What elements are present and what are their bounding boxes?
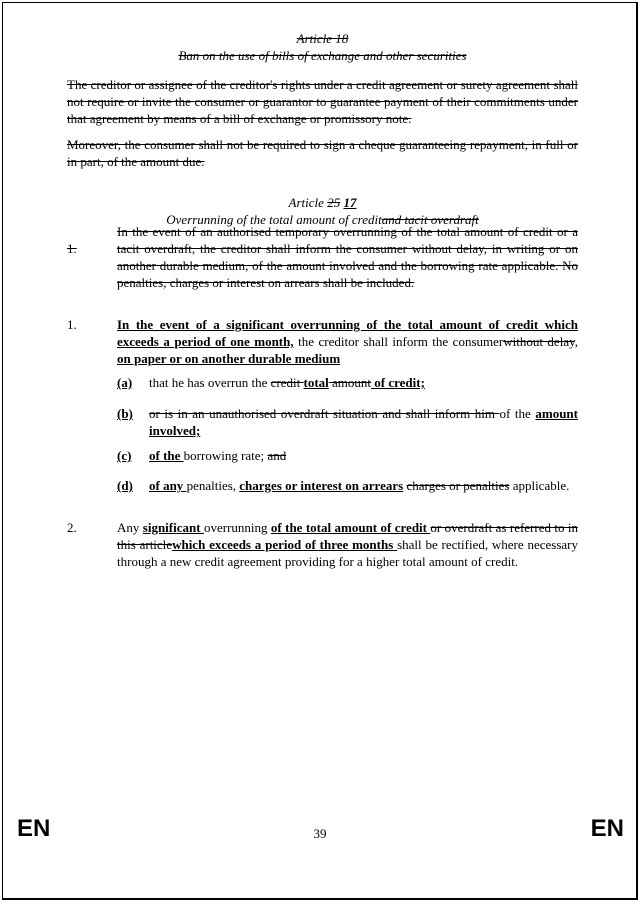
language-marker-left: EN bbox=[17, 815, 51, 842]
article-18-paragraph-1 bbox=[67, 76, 578, 127]
article-18-subtitle bbox=[67, 47, 578, 64]
text-run: Overrunning of the total amount of credit bbox=[166, 212, 382, 227]
subitem-a bbox=[117, 374, 578, 391]
inserted-text: of credit; bbox=[371, 375, 425, 390]
text-run: that he has overrun the bbox=[149, 375, 271, 390]
inserted-text: In the event of a significant overrunning of the total amount of credit which exceeds a period of one month, bbox=[117, 317, 578, 349]
deleted-text: and tacit overdraft bbox=[381, 212, 479, 227]
subitem-b bbox=[117, 405, 578, 439]
text-run: of the bbox=[499, 406, 536, 421]
deleted-text: or is in an unauthorised overdraft situation and shall inform him bbox=[149, 406, 500, 421]
inserted-text: 17 bbox=[343, 195, 357, 210]
deleted-text: The creditor or assignee of the creditor's rights under a credit agreement or surety agreement shall not require or invite the consumer or guarantor to guarantee payment of their commitments under that agreement by means of a bill of exchange or promissory note. bbox=[67, 77, 578, 126]
text-run: penalties, bbox=[186, 478, 240, 493]
deleted-text: Moreover, the consumer shall not be required to sign a cheque guaranteeing repayment, in full or in part, of the amount due. bbox=[67, 137, 578, 169]
deleted-text: Article 18 bbox=[296, 31, 349, 46]
deleted-text: amount bbox=[328, 375, 372, 390]
deleted-text: In the event of an authorised temporary overrunning of the total amount of credit or a tacit overdraft, the creditor shall inform the consumer without delay, in writing or on another durable medium, of the amount involved and the borrowing rate applicable. No penalties, charges or interest on arrears shall be included. bbox=[117, 224, 578, 290]
text-run: overrunning bbox=[203, 520, 271, 535]
inserted-text: significant bbox=[142, 520, 204, 535]
subitem-c-text bbox=[149, 447, 578, 464]
article-18-paragraph-2 bbox=[67, 136, 578, 170]
text-run: Article bbox=[288, 195, 328, 210]
inserted-text: on paper or on another durable medium bbox=[117, 351, 341, 366]
text-run: applicable. bbox=[509, 478, 570, 493]
document-page bbox=[2, 2, 638, 900]
deleted-item-1 bbox=[67, 224, 578, 291]
text-run: the creditor shall inform the consumer bbox=[293, 334, 504, 349]
deleted-text: 25 bbox=[327, 195, 341, 210]
deleted-text: credit bbox=[270, 375, 304, 390]
language-marker-right: EN bbox=[590, 815, 624, 842]
item-1 bbox=[67, 316, 578, 367]
deleted-item-number: 1. bbox=[67, 241, 77, 256]
inserted-text: total bbox=[303, 375, 329, 390]
deleted-text: or overdraft as referred to in this article bbox=[117, 520, 578, 552]
article-17-title bbox=[67, 194, 578, 211]
subitem-d bbox=[117, 477, 578, 494]
deleted-text: Ban on the use of bills of exchange and other securities bbox=[178, 48, 467, 63]
subitem-c bbox=[117, 447, 578, 464]
article-18-heading bbox=[67, 30, 578, 64]
subitem-d-text bbox=[149, 477, 578, 494]
item-1-text bbox=[117, 316, 578, 367]
item-2-text bbox=[117, 519, 578, 570]
item-2 bbox=[67, 519, 578, 570]
text-run: shall be rectified, where necessary through a new credit agreement providing for a higher total amount of credit. bbox=[117, 537, 578, 569]
deleted-text: charges or penalties bbox=[406, 478, 510, 493]
deleted-item-text bbox=[117, 223, 578, 291]
subitem-b-label: (b) bbox=[117, 406, 133, 421]
item-1-number: 1. bbox=[67, 317, 77, 332]
subitem-a-text bbox=[149, 374, 578, 391]
subitem-c-label: (c) bbox=[117, 448, 132, 463]
text-run: borrowing rate; bbox=[183, 448, 268, 463]
subitem-d-label: (d) bbox=[117, 478, 133, 493]
page-number: 39 bbox=[313, 826, 327, 841]
deleted-text: without delay bbox=[503, 334, 575, 349]
article-18-title bbox=[67, 30, 578, 47]
subitem-b-text bbox=[149, 405, 578, 439]
subitem-a-label: (a) bbox=[117, 375, 133, 390]
inserted-text: amount involved; bbox=[149, 406, 578, 438]
text-run: Any bbox=[117, 520, 143, 535]
inserted-text: of the total amount of credit bbox=[270, 520, 431, 535]
item-2-number: 2. bbox=[67, 520, 77, 535]
text-run: , bbox=[574, 334, 578, 349]
deleted-text: and bbox=[267, 448, 287, 463]
inserted-text: charges or interest on arrears bbox=[239, 478, 404, 493]
inserted-text: of the bbox=[149, 448, 184, 463]
inserted-text: of any bbox=[149, 478, 187, 493]
inserted-text: which exceeds a period of three months bbox=[172, 537, 398, 552]
